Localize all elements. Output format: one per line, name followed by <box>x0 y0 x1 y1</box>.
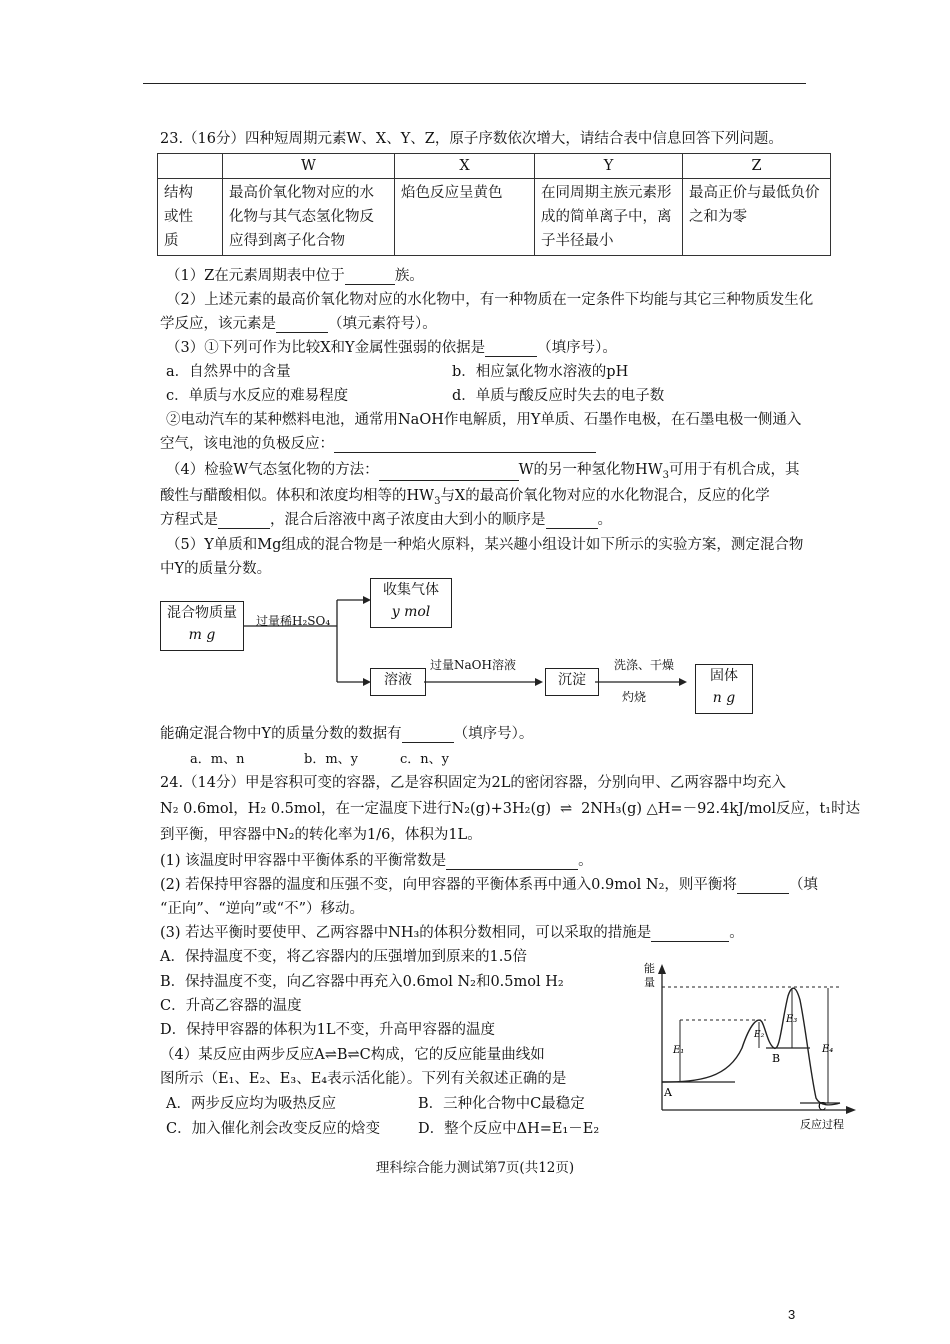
table-header-cell: W <box>223 154 395 179</box>
text: 。 <box>578 853 593 869</box>
box-label: 收集气体 <box>383 582 439 598</box>
text: 学反应，该元素是 <box>160 316 276 332</box>
label-burn: 灼烧 <box>622 690 647 704</box>
q24-part4-line2: 图所示（E₁、E₂、E₃、E₄表示活化能）。下列有关叙述正确的是 <box>160 1071 567 1087</box>
point-B: B <box>772 1052 781 1065</box>
label-acid: 过量稀H₂SO₄ <box>256 614 331 628</box>
q23-part2-line2 <box>160 312 437 333</box>
text: 方程式是 <box>160 512 218 528</box>
q24-part1 <box>160 849 593 870</box>
answer-blank[interactable] <box>379 466 519 481</box>
answer-blank[interactable] <box>402 728 454 743</box>
answer-blank[interactable] <box>546 514 598 529</box>
q24-option-A: A．保持温度不变，将乙容器内的压强增加到原来的1.5倍 <box>160 949 528 965</box>
answer-blank[interactable] <box>485 342 537 357</box>
label-naoh: 过量NaOH溶液 <box>430 658 516 672</box>
q23-part3c <box>160 432 596 453</box>
q23-part5-option-a: a．m、n <box>190 752 245 767</box>
answer-blank[interactable] <box>276 318 328 333</box>
q23-part5-option-b: b．m、y <box>304 752 358 767</box>
text: （填元素符号）。 <box>328 316 437 332</box>
point-A: A <box>664 1086 672 1099</box>
header-rule <box>143 83 806 84</box>
text: 空气，该电池的负极反应： <box>160 436 334 452</box>
arrow-head <box>679 678 687 686</box>
x-axis-arrow <box>846 1106 856 1114</box>
table-row <box>158 179 831 256</box>
element-info-table <box>157 153 831 256</box>
q24-option-D: D．保持甲容器的体积为1L不变，升高甲容器的温度 <box>160 1022 495 1038</box>
answer-blank[interactable] <box>218 514 270 529</box>
q24-line1: 24.（14分）甲是容积可变的容器，乙是容积固定为2L的密闭容器，分别向甲、乙两容器中均充入 <box>160 775 786 791</box>
text: N₂ 0.6mol，H₂ 0.5mol，在一定温度下进行N₂(g)+3H₂(g) <box>160 801 552 817</box>
text: （1）Z在元素周期表中位于 <box>166 268 345 284</box>
q24-choice-B: B．三种化合物中C最稳定 <box>418 1096 585 1112</box>
q24-choice-D: D．整个反应中ΔH=E₁－E₂ <box>418 1121 600 1137</box>
text: 能确定混合物中Y的质量分数的数据有 <box>160 726 402 742</box>
q23-part3 <box>166 336 617 357</box>
q23-part2-line1: （2）上述元素的最高价氧化物对应的水化物中，有一种物质在一定条件下均能与其它三种物质发生化 <box>166 292 814 308</box>
text: 2NH₃(g) △H=－92.4kJ/mol反应，t₁时达 <box>581 801 861 817</box>
q24-part2-line2: “正向”、“逆向”或“不”）移动。 <box>160 901 364 917</box>
point-C: C <box>818 1100 827 1113</box>
q23-part4-line3 <box>160 508 612 529</box>
q23-part5-option-c: c．n、y <box>400 752 449 767</box>
q23-part3b: ②电动汽车的某种燃料电池，通常用NaOH作电解质，用Y单质、石墨作电极，在石墨电极一侧通入 <box>166 412 802 428</box>
option-c: c．单质与水反应的难易程度 <box>166 388 349 404</box>
arrow-head <box>535 678 543 686</box>
q23-part4-line2 <box>160 484 770 507</box>
text: (1) 该温度时甲容器中平衡体系的平衡常数是 <box>160 853 447 869</box>
box-label: 混合物质量 <box>167 605 237 621</box>
energy-curve <box>662 988 840 1105</box>
text: W的另一种氢化物HW <box>518 462 663 478</box>
box-solution: 溶液 <box>370 668 426 696</box>
answer-blank[interactable] <box>334 438 596 453</box>
box-mixture <box>160 601 244 651</box>
table-cell: 最高正价与最低负价之和为零 <box>683 179 831 256</box>
x-label: 反应过程 <box>800 1118 844 1131</box>
energy-diagram <box>640 960 860 1140</box>
q23-part5-line1: （5）Y单质和Mg组成的混合物是一种焰火原料，某兴趣小组设计如下所示的实验方案，测定混合物 <box>166 537 804 553</box>
subscript: 3 <box>434 495 441 507</box>
q24-line2 <box>160 797 860 818</box>
subscript: 3 <box>662 469 669 481</box>
label-wash: 洗涤、干燥 <box>614 658 675 672</box>
label-E4: E₄ <box>822 1044 834 1055</box>
text: 族。 <box>394 268 424 284</box>
row-label: 结构或性质 <box>158 179 223 256</box>
text: （3）①下列可作为比较X和Y金属性强弱的依据是 <box>166 340 486 356</box>
box-gas <box>370 578 452 628</box>
table-header-cell: X <box>395 154 535 179</box>
q24-line3: 到平衡，甲容器中N₂的转化率为1/6，体积为1L。 <box>160 827 482 843</box>
table-header-cell: Z <box>683 154 831 179</box>
q23-part5-question <box>160 722 533 743</box>
q23-part5-line2: 中Y的质量分数。 <box>160 561 272 577</box>
q24-part2-line1 <box>160 873 818 894</box>
page-footer: 理科综合能力测试第7页(共12页) <box>375 1160 575 1176</box>
box-value: m g <box>188 627 216 643</box>
answer-blank[interactable] <box>651 927 729 942</box>
label-E1: E₁ <box>673 1045 685 1056</box>
table-header-cell: Y <box>535 154 683 179</box>
table-cell: 在同周期主族元素形成的简单离子中，离子半径最小 <box>535 179 683 256</box>
table-cell: 焰色反应呈黄色 <box>395 179 535 256</box>
box-solid <box>695 664 753 714</box>
q23-part1 <box>166 264 424 285</box>
q24-option-C: C．升高乙容器的温度 <box>160 998 302 1014</box>
text: 酸性与醋酸相似。体积和浓度均相等的HW <box>160 488 435 504</box>
q24-part3 <box>160 921 744 942</box>
label-E2: E₂ <box>754 1030 765 1040</box>
q23-part4-line1 <box>166 458 799 481</box>
box-value: y mol <box>391 604 431 620</box>
option-b: b．相应氯化物水溶液的pH <box>452 364 629 380</box>
text: 。 <box>597 512 612 528</box>
q24-choice-C: C．加入催化剂会改变反应的焓变 <box>166 1121 381 1137</box>
text: （填序号）。 <box>453 726 534 742</box>
y-axis-arrow <box>658 964 666 974</box>
box-value: n g <box>712 690 736 706</box>
text: (3) 若达平衡时要使甲、乙两容器中NH₃的体积分数相同，可以采取的措施是 <box>160 925 652 941</box>
text: （填 <box>788 877 818 893</box>
box-label: 固体 <box>710 668 738 684</box>
y-label-1: 能 <box>644 962 655 975</box>
text: （填序号）。 <box>537 340 617 356</box>
answer-blank[interactable] <box>737 879 789 894</box>
answer-blank[interactable] <box>345 270 395 285</box>
text: （4）检验W气态氢化物的方法： <box>166 462 379 478</box>
table-header-row <box>158 154 831 179</box>
y-label-2: 量 <box>644 976 655 989</box>
equilibrium-arrow: ⇌ <box>559 801 573 817</box>
text: 可用于有机合成，其 <box>668 462 800 478</box>
table-header-cell <box>158 154 223 179</box>
q23-title: 23.（16分）四种短周期元素W、X、Y、Z，原子序数依次增大，请结合表中信息回答下列问题。 <box>160 131 783 147</box>
option-a: a．自然界中的含量 <box>166 364 291 380</box>
q24-choice-A: A．两步反应均为吸热反应 <box>166 1096 336 1112</box>
table-cell: 最高价氧化物对应的水化物与其气态氢化物反应得到离子化合物 <box>223 179 395 256</box>
text: (2) 若保持甲容器的温度和压强不变，向甲容器的平衡体系再中通入0.9mol N₂，则平衡将 <box>160 877 737 893</box>
text: 与X的最高价氧化物对应的水化物混合，反应的化学 <box>440 488 770 504</box>
answer-blank[interactable] <box>446 855 578 870</box>
flowchart-lines <box>155 570 755 720</box>
q24-option-B: B．保持温度不变，向乙容器中再充入0.6mol N₂和0.5mol H₂ <box>160 974 564 990</box>
text: ，混合后溶液中离子浓度由大到小的顺序是 <box>270 512 546 528</box>
text: 。 <box>729 925 744 941</box>
q24-part4-line1: （4）某反应由两步反应A⇌B⇌C构成，它的反应能量曲线如 <box>160 1047 545 1063</box>
label-E3: E₃ <box>786 1014 798 1025</box>
page-number: 3 <box>788 1307 796 1322</box>
box-precipitate: 沉淀 <box>545 668 599 696</box>
option-d: d．单质与酸反应时失去的电子数 <box>452 388 665 404</box>
